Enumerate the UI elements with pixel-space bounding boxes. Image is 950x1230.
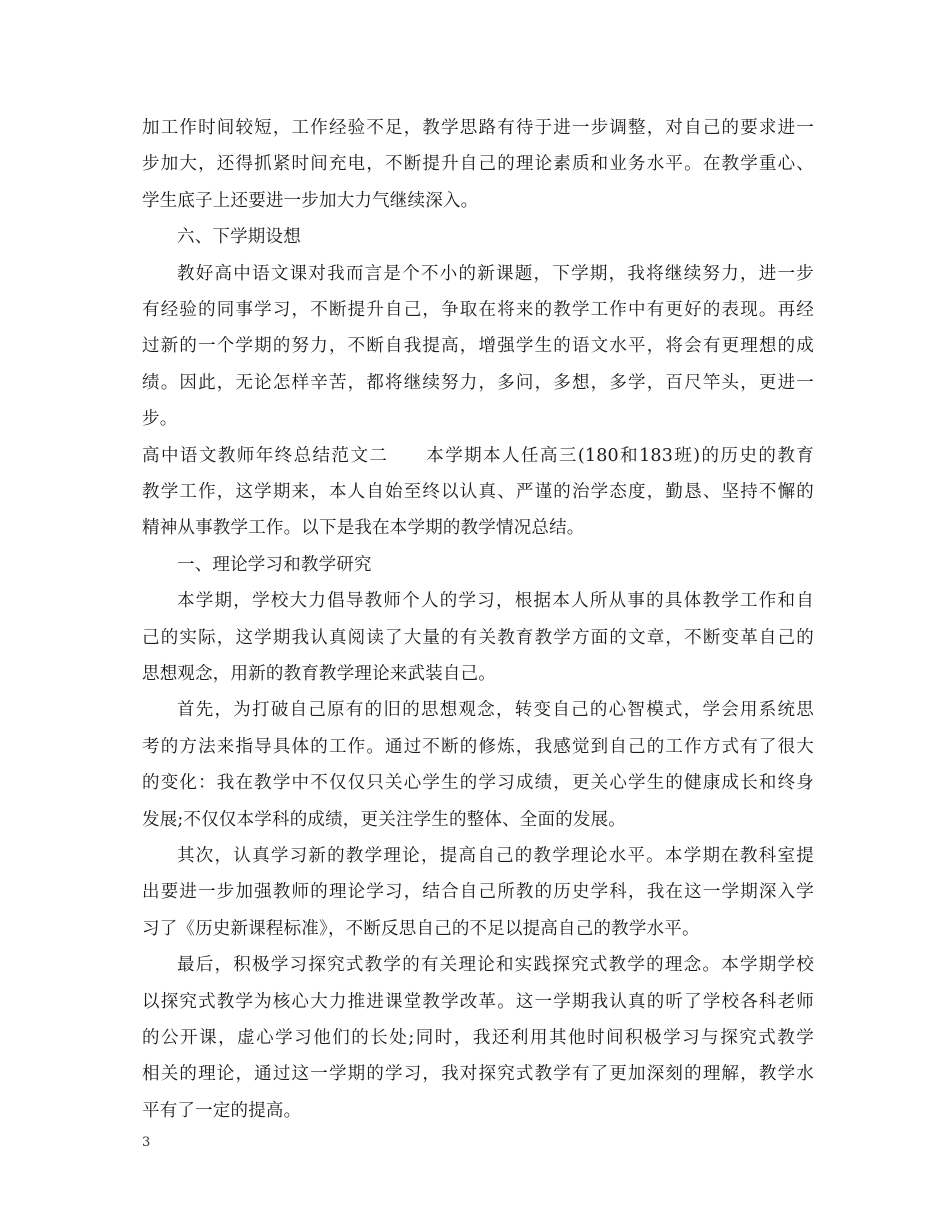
paragraph-first-line: 最后，积极学习探究式教学的有关理论和实践探究式教学的理念。本学期学校	[177, 955, 814, 976]
paragraph-line: 高中语文教师年终总结范文二 本学期本人任高三(180和183班)的历史的教育	[142, 445, 814, 466]
page-number: 3	[142, 1135, 151, 1150]
paragraph-line: 精神从事教学工作。以下是我在本学期的教学情况总结。	[142, 518, 585, 539]
paragraph-line: 加工作时间较短，工作经验不足，教学思路有待于进一步调整，对自己的要求进一	[142, 118, 814, 138]
paragraph-line: 己的实际，这学期我认真阅读了大量的有关教育教学方面的文章，不断变革自己的	[142, 627, 814, 648]
paragraph-line: 的公开课，虚心学习他们的长处;同时，我还利用其他时间积极学习与探究式教学	[142, 1028, 814, 1048]
paragraph-first-line: 教好高中语文课对我而言是个不小的新课题，下学期，我将继续努力，进一步	[177, 263, 814, 284]
paragraph-line: 出要进一步加强教师的理论学习，结合自己所教的历史学科，我在这一学期深入学	[142, 882, 814, 903]
paragraph-first-line: 其次，认真学习新的教学理论，提高自己的教学理论水平。本学期在教科室提	[177, 846, 814, 866]
paragraph-line: 平有了一定的提高。	[142, 1100, 302, 1121]
paragraph-line: 教学工作，这学期来，本人自始至终以认真、严谨的治学态度，勤恳、坚持不懈的	[142, 482, 814, 502]
paragraph-line: 有经验的同事学习，不断提升自己，争取在将来的教学工作中有更好的表现。再经	[142, 300, 814, 320]
paragraph-line: 思想观念，用新的教育教学理论来武装自己。	[142, 664, 496, 684]
paragraph-line: 相关的理论，通过这一学期的学习，我对探究式教学有了更加深刻的理解，教学水	[142, 1064, 814, 1085]
paragraph-first-line: 六、下学期设想	[177, 227, 301, 248]
paragraph-line: 以探究式教学为核心大力推进课堂教学改革。这一学期我认真的听了学校各科老师	[142, 991, 814, 1012]
paragraph-line: 发展;不仅仅本学科的成绩，更关注学生的整体、全面的发展。	[142, 809, 626, 830]
paragraph-line: 考的方法来指导具体的工作。通过不断的修炼，我感觉到自己的工作方式有了很大	[142, 736, 814, 757]
paragraph-line: 的变化：我在教学中不仅仅只关心学生的学习成绩，更关心学生的健康成长和终身	[142, 773, 814, 794]
paragraph-line: 步加大，还得抓紧时间充电，不断提升自己的理论素质和业务水平。在教学重心、	[142, 154, 814, 175]
paragraph-first-line: 首先，为打破自己原有的旧的思想观念，转变自己的心智模式，学会用系统思	[177, 700, 814, 721]
paragraph-line: 绩。因此，无论怎样辛苦，都将继续努力，多问，多想，多学，百尺竿头，更进一	[142, 372, 814, 393]
paragraph-line: 过新的一个学期的努力，不断自我提高，增强学生的语文水平，将会有更理想的成	[142, 336, 814, 357]
paragraph-line: 学生底子上还要进一步加大力气继续深入。	[142, 190, 479, 211]
paragraph-line: 步。	[142, 409, 178, 430]
paragraph-first-line: 本学期，学校大力倡导教师个人的学习，根据本人所从事的具体教学工作和自	[177, 591, 814, 612]
paragraph-first-line: 一、理论学习和教学研究	[177, 554, 372, 575]
paragraph-line: 习了《历史新课程标准》，不断反思自己的不足以提高自己的教学水平。	[142, 918, 700, 939]
